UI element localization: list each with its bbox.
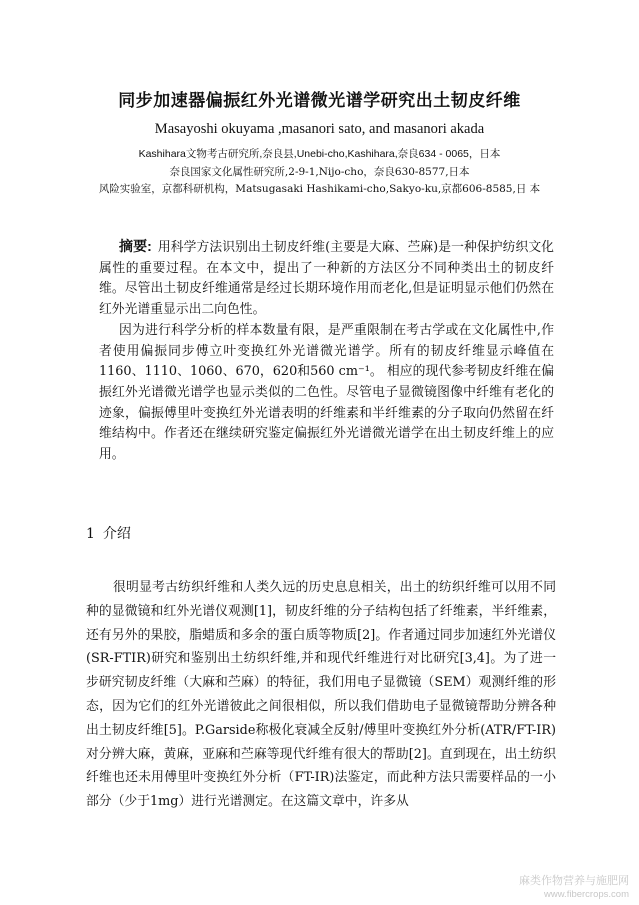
affiliation-3: 风险实验室，京都科研机构，Matsugasaki Hashikami-cho,Sakyo-ku,京都606-8585,日 本 [98,183,541,195]
intro-paragraph: 很明显考古纺织纤维和人类久远的历史息息相关，出土的纺织纤维可以用不同种的显微镜和红外光谱仪观测[1]，韧皮纤维的分子结构包括了纤维素，半纤维素，还有另外的果胶，脂蜡质和多余的蛋白质等物质[2]。作者通过同步加速红外光谱仪(SR-FTIR)研究和鉴别出土纺织纤维,并和现代纤维进行对比研究[3,4]。为了进一步研究韧皮纤维（大麻和苎麻）的特征，我们用电子显微镜（SEM）观测纤维的形态，因为它们的红外光谱彼此之间很相似，所以我们借助电子显微镜帮助分辨各种出土韧皮纤维[5]。P.Garside称极化衰减全反射/傅里叶变换红外分析(ATR/FT-IR)对分辨大麻，黄麻，亚麻和苎麻等现代纤维有很大的帮助[2]。直到现在，出土纺织纤维也还未用傅里叶变换红外分析（FT-IR)法鉴定，而此种方法只需要样品的一小部分（少于1mg）进行光谱测定。在这篇文章中，许多从 [86,580,556,810]
abstract [99,236,554,466]
abstract-text-1: 用科学方法识别出土韧皮纤维(主要是大麻、苎麻)是一种保护纺织文化属性的重要过程。在本文中，提出了一种新的方法区分不同种类出土的韧皮纤维。尽管出土韧皮纤维通常是经过长期环境作用而老化,但是证明显示他们仍然在红外光谱重显示出二向色性。 [99,240,554,318]
watermark-line-2: www.fibercrops.com [544,889,629,900]
section-number: 1 [86,526,95,542]
abstract-label: 摘要: [119,238,152,254]
introduction-body [86,576,556,814]
abstract-paragraph-1 [99,236,554,321]
watermark-line-1: 麻类作物营养与施肥网 [519,875,629,887]
affiliation-2: 奈良国家文化属性研究所,2-9-1,Nijo-cho，奈良630-8577,日本 [169,166,470,178]
watermark [519,875,629,901]
section-title: 介绍 [102,526,131,542]
section-heading [86,523,131,543]
author-list: Masayoshi okuyama ,masanori sato, and masanori akada [154,121,485,137]
affiliation-1: Kashihara文物考古研究所,奈良县,Unebi-cho,Kashihara,奈良634 - 0065，日本 [138,148,501,160]
abstract-paragraph-2: 因为进行科学分析的样本数量有限，是严重限制在考古学或在文化属性中,作者使用偏振同步傅立叶变换红外光谱微光谱学。所有的韧皮纤维显示峰值在1160、1110、1060、670，620和560 cm⁻¹。 相应的现代参考韧皮纤维在偏振红外光谱微光谱学也显示类似的二色性。尽管电子显微镜图像中纤维有老化的迹象，偏振傅里叶变换红外光谱表明的纤维素和半纤维素的分子取向仍然留在纤维结构中。作者还在继续研究鉴定偏振红外光谱微光谱学在出土韧皮纤维上的应用。 [99,322,554,463]
paper-title: 同步加速器偏振红外光谱微光谱学研究出土韧皮纤维 [118,91,521,111]
